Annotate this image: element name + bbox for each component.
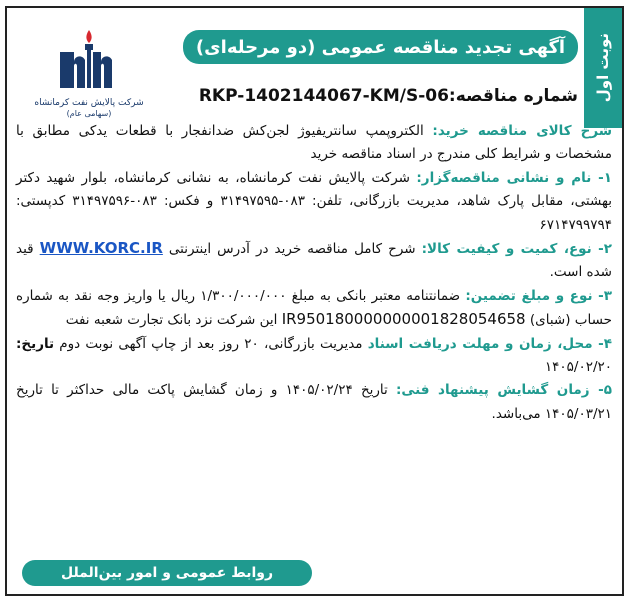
- section-1: [16, 167, 612, 237]
- section-item: [16, 120, 612, 167]
- section-2-text: شرح کامل مناقصه خرید در آدرس اینترنتی: [162, 241, 422, 258]
- section-5-label: ۵- زمان گشایش پیشنهاد فنی:: [396, 382, 612, 399]
- section-3-text-end: این شرکت نزد بانک تجارت شعبه نفت: [65, 312, 282, 329]
- tender-notice: [5, 6, 624, 596]
- section-4-date-label: تاریخ:: [16, 335, 55, 352]
- tender-number-label: شماره مناقصه:: [448, 86, 578, 106]
- tender-number: RKP-1402144067-KM/S-06: [198, 86, 449, 106]
- company-name: شرکت پالایش نفت کرمانشاه: [34, 98, 144, 108]
- company-logo: [19, 26, 159, 124]
- section-4-text: مدیریت بازرگانی، ۲۰ روز بعد از چاپ آگهی نوبت دوم: [54, 335, 368, 352]
- tender-number-line: [183, 79, 578, 113]
- notice-body: [16, 120, 612, 426]
- company-type: (سهامی عام): [66, 108, 112, 118]
- refinery-logo-icon: [54, 26, 124, 92]
- section-3-label: ۳- نوع و مبلغ تضمین:: [465, 287, 613, 304]
- public-relations-footer: روابط عمومی و امور بین‌الملل: [22, 560, 312, 586]
- first-round-tab: [584, 8, 622, 128]
- section-2-label: ۲- نوع، کمیت و کیفیت کالا:: [421, 241, 613, 258]
- section-4-date: ۱۴۰۵/۰۲/۲۰: [544, 359, 612, 376]
- section-item-text: الکتروپمپ سانتریفیوژ لجن‌کش ضدانفجار با قطعات یدکی مطابق با مشخصات و شرایط کلی مندرج در اسناد مناقصه خرید: [16, 123, 612, 163]
- section-5: [16, 379, 612, 426]
- section-1-text: شرکت پالایش نفت کرمانشاه، به نشانی کرمانشاه، بلوار شهید دکتر بهشتی، مقابل پارک شاهد، مدیریت بازرگانی، تلفن: ۰۸۳-۳۱۴۹۷۵۹۵ و فکس: ۰۸۳-۳۱۴۹۷۵۹۶ کدپستی: ۶۷۱۴۷۹۹۷۹۴: [16, 169, 613, 233]
- section-1-label: ۱- نام و نشانی مناقصه‌گزار:: [416, 169, 612, 186]
- section-5-text: تاریخ ۱۴۰۵/۰۲/۲۴ و زمان گشایش پاکت مالی حداکثر تا تاریخ ۱۴۰۵/۰۳/۲۱ می‌باشد.: [16, 382, 612, 422]
- website-link[interactable]: WWW.KORC.IR: [39, 239, 163, 258]
- section-3: [16, 285, 612, 333]
- section-3-text: ضمانتنامه معتبر بانکی به مبلغ ۱/۳۰۰/۰۰۰/۰۰۰ ریال یا واریز وجه نقد به شماره حساب (شبای): [16, 287, 612, 329]
- section-2-text-end: قید شده است.: [16, 241, 612, 281]
- section-2: [16, 237, 612, 285]
- first-round-label: نوبت اول: [594, 33, 612, 103]
- iban-number: IR950180000000001828054658: [281, 310, 526, 329]
- section-4-label: ۴- محل، زمان و مهلت دریافت اسناد: [367, 335, 613, 352]
- section-item-label: شرح کالای مناقصه خرید:: [432, 123, 613, 139]
- notice-title: آگهی تجدید مناقصه عمومی (دو مرحله‌ای): [183, 30, 578, 64]
- section-4: [16, 333, 612, 380]
